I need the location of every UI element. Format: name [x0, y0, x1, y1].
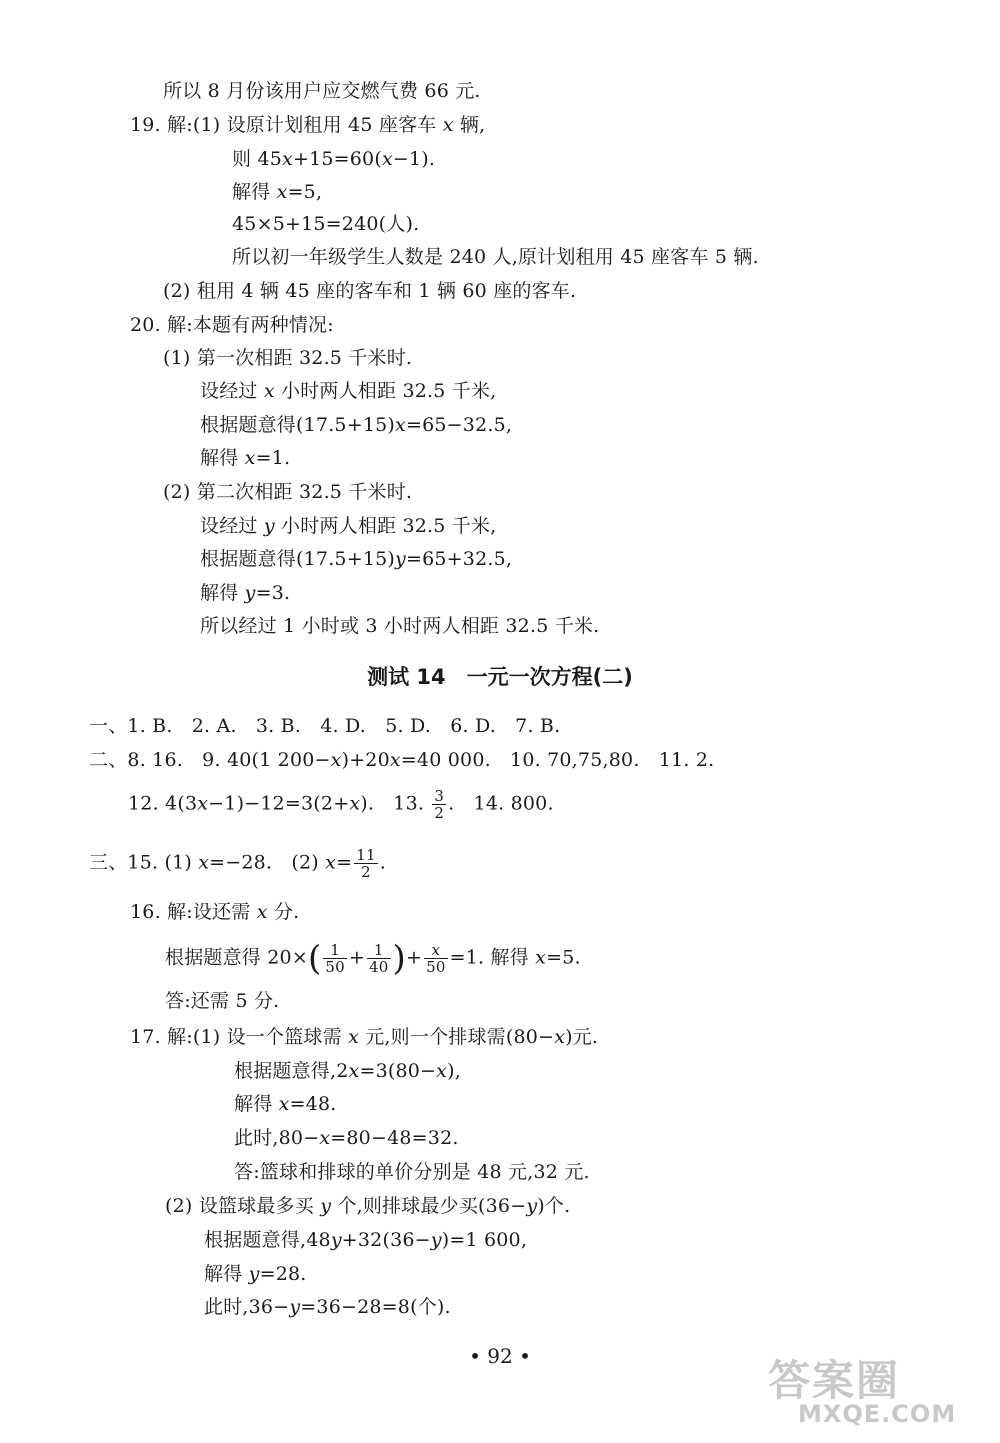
- watermark-text: 答案圈: [768, 1356, 901, 1405]
- q17-line: 17. 解:(1) 设一个篮球需 x 元,则一个排球需(80−x)元.: [130, 1026, 599, 1048]
- text-line: 答:篮球和排球的单价分别是 48 元,32 元.: [234, 1161, 590, 1183]
- text-line: 此时,36−y=36−28=8(个).: [204, 1296, 451, 1318]
- text-line: 则 45x+15=60(x−1).: [232, 148, 436, 170]
- choice-answers: 一、1. B. 2. A. 3. B. 4. D. 5. D. 6. D. 7. B.: [89, 715, 561, 737]
- text-line: 设经过 y 小时两人相距 32.5 千米,: [200, 515, 497, 537]
- q20-line: 20. 解:本题有两种情况:: [130, 314, 334, 336]
- text-line: 解得 x=5,: [232, 181, 323, 203]
- fill-answers: 12. 4(3x−1)−12=3(2+x). 13. $\frac{3}{2}$ . 14. 800.: [128, 787, 554, 822]
- text-line: 根据题意得 20×( $\frac{1}{50}$ + $\frac{1}{40}$ )+ $\frac{x}{50}$ =1. 解得 x=5.: [165, 938, 581, 979]
- text-line: (2) 设篮球最多买 y 个,则排球最少买(36−y)个.: [165, 1195, 571, 1217]
- text-line: (1) 第一次相距 32.5 千米时.: [163, 347, 413, 369]
- watermark-logo: [760, 1346, 992, 1438]
- text-line: 解得 x=48.: [234, 1093, 337, 1115]
- text-line: 45×5+15=240(人).: [232, 213, 420, 235]
- text-line: 答:还需 5 分.: [165, 990, 280, 1012]
- fraction: $\frac{1}{40}$: [369, 941, 389, 976]
- text-line: 根据题意得(17.5+15)x=65−32.5,: [200, 414, 513, 436]
- text-line: (2) 第二次相距 32.5 千米时.: [163, 481, 413, 503]
- page-number: • 92 •: [469, 1344, 531, 1368]
- q19-line: 19. 解:(1) 设原计划租用 45 座客车 x 辆,: [130, 114, 486, 136]
- text-line: 根据题意得(17.5+15)y=65+32.5,: [200, 548, 513, 570]
- text-line: 所以经过 1 小时或 3 小时两人相距 32.5 千米.: [200, 615, 600, 637]
- text-line: 解得 y=3.: [200, 582, 291, 604]
- q16-line: 16. 解:设还需 x 分.: [130, 901, 300, 923]
- section-title: 测试 14 一元一次方程(二): [367, 665, 633, 689]
- text-line: 根据题意得,48y+32(36−y)=1 600,: [204, 1229, 528, 1251]
- text-line: 根据题意得,2x=3(80−x),: [234, 1060, 461, 1082]
- text-line: 所以初一年级学生人数是 240 人,原计划租用 45 座客车 5 辆.: [232, 246, 759, 268]
- text-line: 所以 8 月份该用户应交燃气费 66 元.: [163, 80, 481, 102]
- text-line: 设经过 x 小时两人相距 32.5 千米,: [200, 380, 497, 402]
- q15-line: 三、15. (1) x=−28. (2) x= $\frac{11}{2}$ .: [89, 846, 386, 881]
- text-line: 解得 x=1.: [200, 447, 291, 469]
- text-line: 此时,80−x=80−48=32.: [234, 1127, 459, 1149]
- text-line: (2) 租用 4 辆 45 座的客车和 1 辆 60 座的客车.: [163, 280, 577, 302]
- fraction: $\frac{3}{2}$: [434, 787, 445, 822]
- fraction: $\frac{11}{2}$: [356, 846, 376, 881]
- fill-answers: 二、8. 16. 9. 40(1 200−x)+20x=40 000. 10. 70,75,80. 11. 2.: [89, 749, 715, 771]
- fraction: $\frac{1}{50}$: [325, 941, 345, 976]
- watermark-url: MXQE.COM: [798, 1400, 957, 1428]
- text-line: 解得 y=28.: [204, 1263, 307, 1285]
- fraction: $\frac{x}{50}$: [426, 941, 446, 976]
